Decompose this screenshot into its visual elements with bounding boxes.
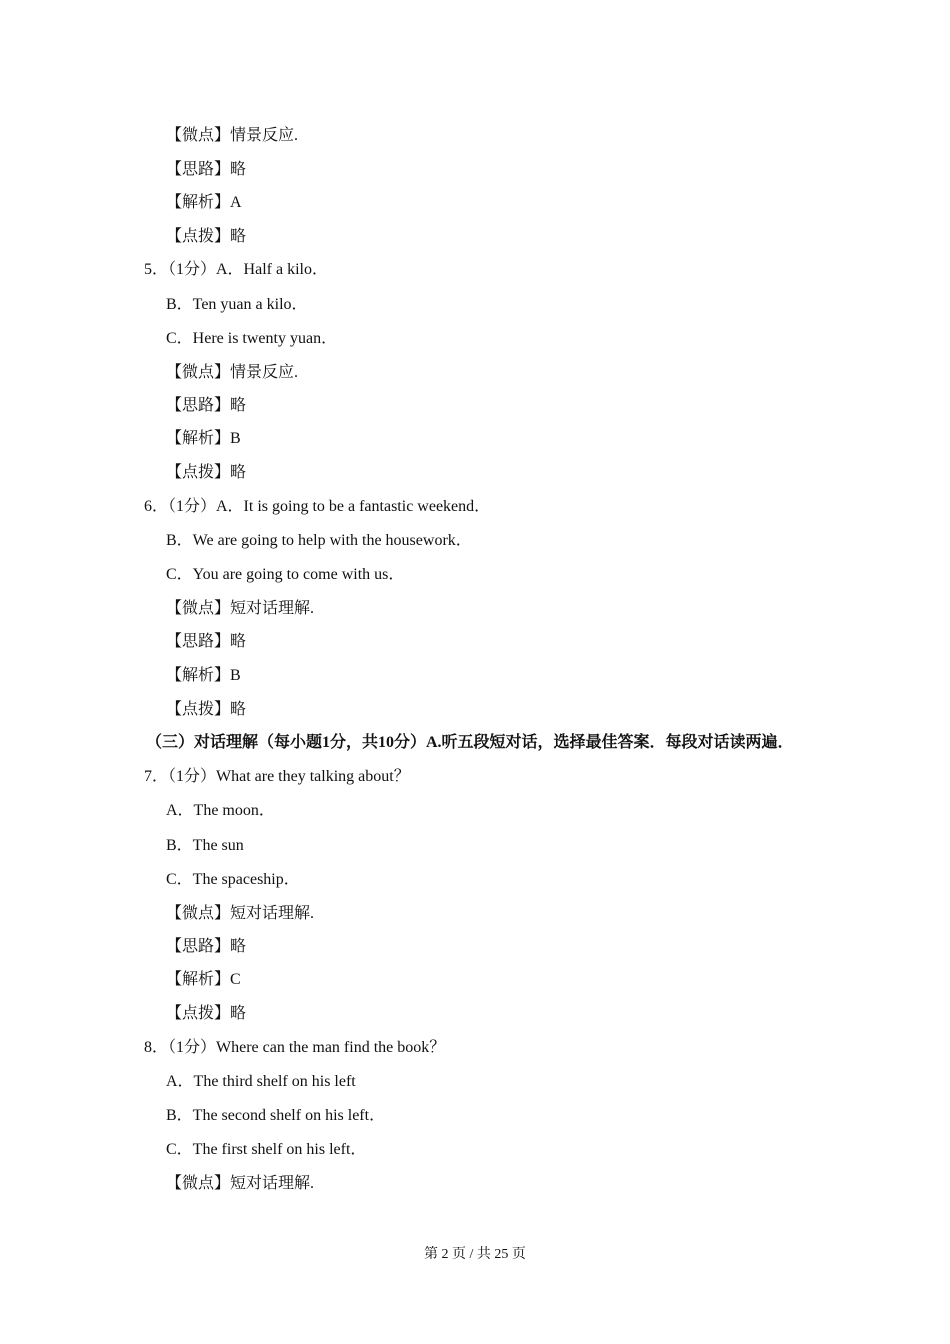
tip-line: 【点拨】略 [166, 228, 247, 245]
tip-line: 【点拨】略 [166, 701, 247, 718]
approach-line: 【思路】略 [166, 161, 247, 178]
question-8: 8．（1分）Where can the man find the book？ [144, 1039, 446, 1056]
answer-line: 【解析】B [166, 430, 241, 447]
approach-line: 【思路】略 [166, 633, 247, 650]
approach-line: 【思路】略 [166, 938, 247, 955]
knowledge-point-line: 【微点】短对话理解. [166, 600, 315, 617]
option-c: C．Here is twenty yuan． [166, 330, 338, 347]
knowledge-point-line: 【微点】情景反应. [166, 127, 299, 144]
question-5: 5．（1分）A．Half a kilo． [144, 261, 328, 278]
option-c: C．You are going to come with us． [166, 566, 405, 583]
tip-line: 【点拨】略 [166, 464, 247, 481]
option-b: B．The second shelf on his left． [166, 1107, 386, 1124]
option-a: A．The moon． [166, 802, 275, 819]
approach-line: 【思路】略 [166, 397, 247, 414]
option-c: C．The first shelf on his left． [166, 1141, 367, 1158]
option-c: C．The spaceship． [166, 871, 300, 888]
option-b: B．We are going to help with the housework． [166, 532, 472, 549]
question-7: 7．（1分）What are they talking about？ [144, 768, 410, 785]
option-b: B．The sun [166, 837, 244, 854]
option-a: A．The third shelf on his left [166, 1073, 356, 1090]
section-heading: （三）对话理解（每小题1分，共10分）A.听五段短对话，选择最佳答案．每段对话读两遍． [146, 734, 794, 751]
answer-line: 【解析】C [166, 971, 241, 988]
answer-line: 【解析】A [166, 194, 242, 211]
knowledge-point-line: 【微点】情景反应. [166, 364, 299, 381]
knowledge-point-line: 【微点】短对话理解. [166, 1175, 315, 1192]
answer-line: 【解析】B [166, 667, 241, 684]
knowledge-point-line: 【微点】短对话理解. [166, 905, 315, 922]
option-b: B．Ten yuan a kilo． [166, 296, 308, 313]
question-6: 6．（1分）A．It is going to be a fantastic weekend． [144, 498, 491, 515]
tip-line: 【点拨】略 [166, 1005, 247, 1022]
page-footer: 第 2 页 / 共 25 页 [424, 1247, 526, 1262]
